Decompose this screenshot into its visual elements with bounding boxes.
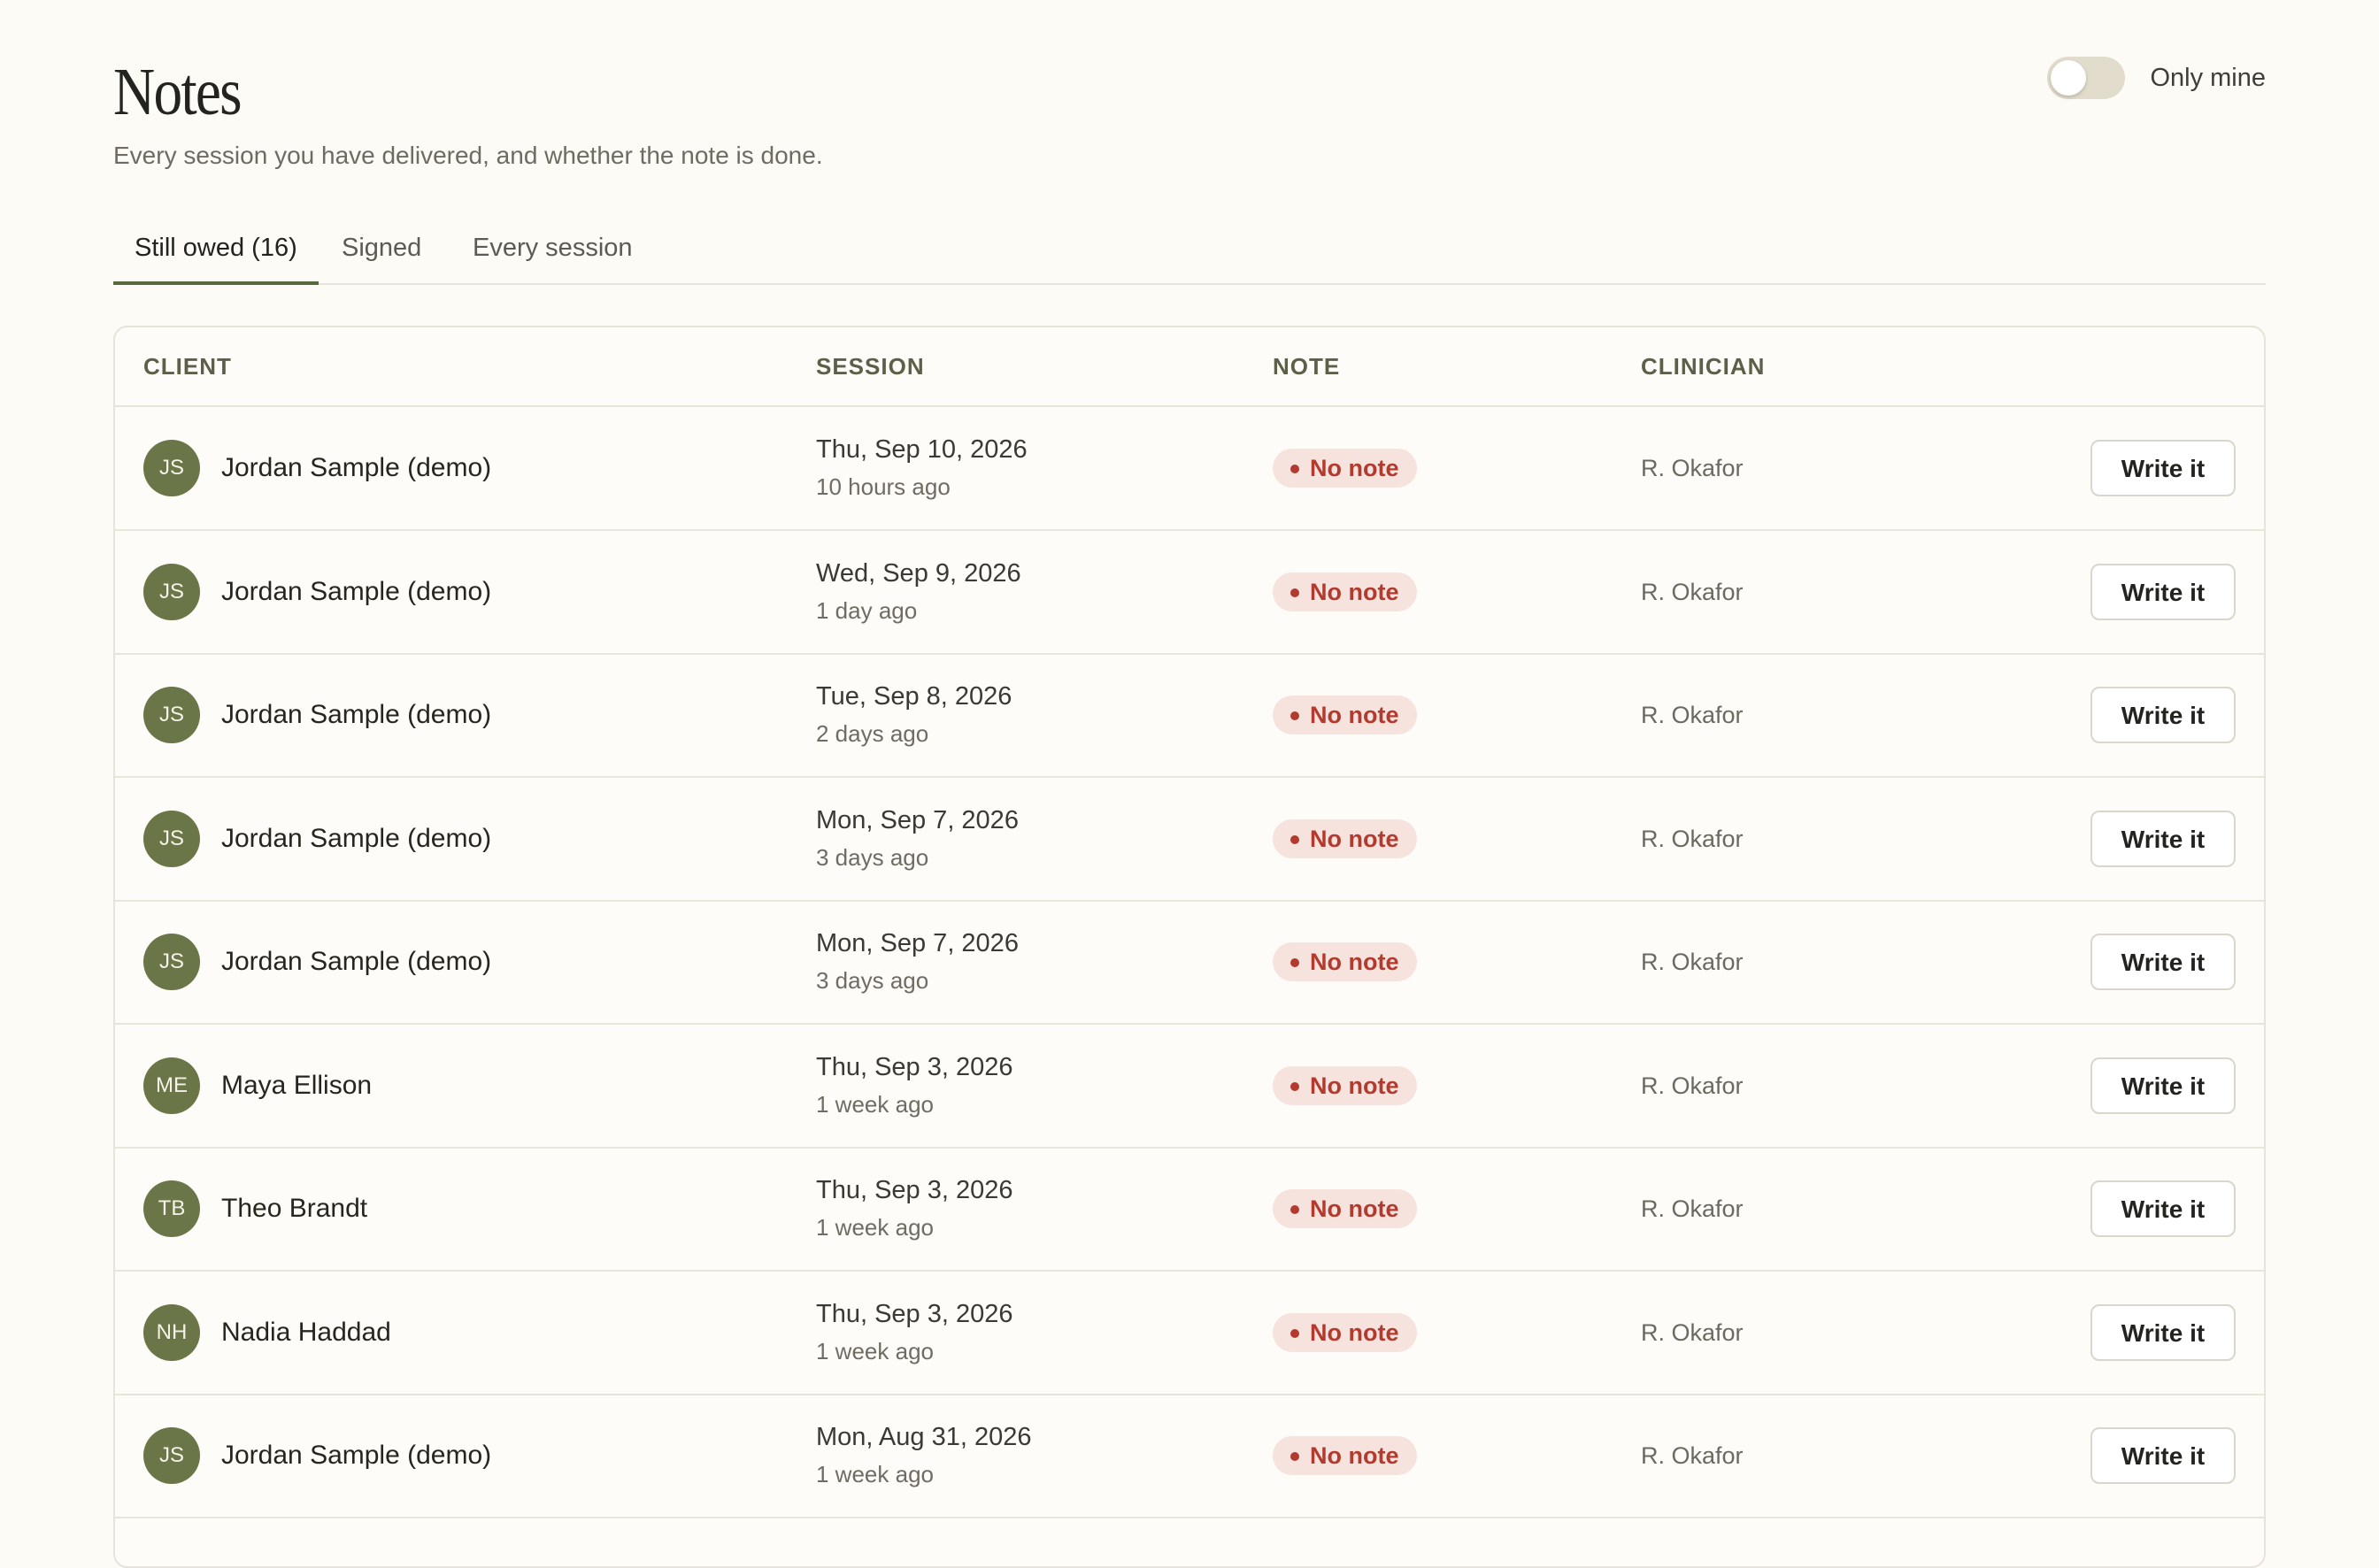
notes-table <box>113 326 2266 1568</box>
note-status-label: No note <box>1310 1442 1399 1469</box>
note-status-badge <box>1273 573 1417 611</box>
session-relative-time: 1 day ago <box>816 596 918 624</box>
write-note-button[interactable]: Write it <box>2090 1304 2236 1361</box>
clinician-name: R. Okafor <box>1641 1072 1744 1099</box>
page-title: Notes <box>113 55 241 129</box>
note-status-badge <box>1273 1436 1417 1475</box>
only-mine-label: Only mine <box>2150 63 2266 92</box>
avatar: ME <box>143 1057 200 1114</box>
avatar: NH <box>143 1304 200 1361</box>
session-date: Thu, Sep 3, 2026 <box>816 1299 1013 1328</box>
note-status-badge <box>1273 696 1417 734</box>
clinician-name: R. Okafor <box>1641 949 1744 975</box>
clinician-name: R. Okafor <box>1641 1318 1744 1346</box>
session-relative-time: 1 week ago <box>816 1461 934 1487</box>
session-date: Thu, Sep 10, 2026 <box>816 435 1028 464</box>
table-header <box>115 327 2264 407</box>
status-dot-icon <box>1290 711 1299 720</box>
session-relative-time: 3 days ago <box>816 843 929 871</box>
status-dot-icon <box>1290 588 1299 597</box>
status-dot-icon <box>1290 835 1299 844</box>
table-row[interactable] <box>115 1272 2264 1395</box>
write-note-button[interactable]: Write it <box>2090 564 2236 620</box>
clinician-name: R. Okafor <box>1641 1442 1744 1469</box>
session-relative-time: 3 days ago <box>816 967 929 994</box>
session-date: Mon, Sep 7, 2026 <box>816 929 1019 957</box>
session-date: Mon, Aug 31, 2026 <box>816 1423 1032 1451</box>
session-date: Wed, Sep 9, 2026 <box>816 558 1021 588</box>
status-dot-icon <box>1290 1329 1299 1338</box>
table-row[interactable] <box>115 407 2264 531</box>
table-row[interactable] <box>115 1148 2264 1272</box>
status-dot-icon <box>1290 1452 1299 1461</box>
tab-signed[interactable]: Signed <box>342 234 422 262</box>
client-name[interactable]: Maya Ellison <box>221 1070 373 1100</box>
tab-still-owed[interactable]: Still owed (16) <box>113 221 319 283</box>
client-name[interactable]: Jordan Sample (demo) <box>221 700 492 729</box>
table-row[interactable] <box>115 1025 2264 1149</box>
note-status-label: No note <box>1310 1195 1399 1222</box>
avatar: JS <box>143 811 200 867</box>
note-status-label: No note <box>1310 825 1399 852</box>
table-row[interactable] <box>115 901 2264 1025</box>
note-status-badge <box>1273 1066 1417 1105</box>
client-name[interactable]: Jordan Sample (demo) <box>221 823 492 853</box>
clinician-name: R. Okafor <box>1641 825 1744 852</box>
client-name[interactable]: Jordan Sample (demo) <box>221 576 492 606</box>
session-date: Tue, Sep 8, 2026 <box>816 682 1012 711</box>
note-status-badge <box>1273 449 1417 488</box>
avatar: JS <box>143 687 200 743</box>
status-dot-icon <box>1290 1082 1299 1091</box>
only-mine-control <box>2047 55 2266 101</box>
session-date: Mon, Sep 7, 2026 <box>816 805 1019 834</box>
avatar: JS <box>143 1427 200 1484</box>
note-status-label: No note <box>1310 1072 1399 1099</box>
only-mine-toggle[interactable] <box>2047 57 2125 99</box>
clinician-name: R. Okafor <box>1641 578 1744 605</box>
session-date: Thu, Sep 3, 2026 <box>816 1052 1013 1081</box>
toggle-knob <box>2051 60 2086 96</box>
table-row[interactable] <box>115 531 2264 655</box>
write-note-button[interactable]: Write it <box>2090 687 2236 743</box>
write-note-button[interactable]: Write it <box>2090 934 2236 990</box>
client-name[interactable]: Jordan Sample (demo) <box>221 453 492 482</box>
write-note-button[interactable]: Write it <box>2090 811 2236 867</box>
client-name[interactable]: Theo Brandt <box>221 1194 368 1223</box>
status-dot-icon <box>1290 465 1299 473</box>
note-status-badge <box>1273 1313 1417 1352</box>
session-relative-time: 2 days ago <box>816 720 929 747</box>
clinician-name: R. Okafor <box>1641 702 1744 728</box>
avatar: JS <box>143 564 200 620</box>
tab-every-session[interactable]: Every session <box>473 234 633 262</box>
session-relative-time: 10 hours ago <box>816 473 951 500</box>
write-note-button[interactable]: Write it <box>2090 1427 2236 1484</box>
table-row[interactable] <box>115 654 2264 778</box>
status-dot-icon <box>1290 1205 1299 1214</box>
column-header-note: NOTE <box>1273 353 1341 380</box>
avatar: JS <box>143 934 200 990</box>
write-note-button[interactable]: Write it <box>2090 1180 2236 1237</box>
client-name[interactable]: Jordan Sample (demo) <box>221 1441 492 1470</box>
session-relative-time: 1 week ago <box>816 1214 934 1241</box>
note-status-badge <box>1273 819 1417 858</box>
note-status-label: No note <box>1310 455 1399 481</box>
avatar: JS <box>143 440 200 496</box>
note-status-label: No note <box>1310 578 1399 605</box>
session-date: Thu, Sep 3, 2026 <box>816 1176 1013 1204</box>
status-dot-icon <box>1290 958 1299 967</box>
session-relative-time: 1 week ago <box>816 1337 934 1364</box>
client-name[interactable]: Nadia Haddad <box>221 1317 391 1347</box>
note-status-label: No note <box>1310 1318 1399 1346</box>
note-status-badge <box>1273 1189 1417 1228</box>
column-header-clinician: CLINICIAN <box>1641 353 1766 380</box>
avatar: TB <box>143 1180 200 1237</box>
table-row[interactable] <box>115 778 2264 902</box>
note-status-badge <box>1273 942 1417 981</box>
tab-bar <box>113 221 2266 285</box>
note-status-label: No note <box>1310 949 1399 975</box>
page-subtitle: Every session you have delivered, and whether the note is done. <box>113 142 823 169</box>
client-name[interactable]: Jordan Sample (demo) <box>221 947 492 976</box>
table-row[interactable] <box>115 1395 2264 1518</box>
clinician-name: R. Okafor <box>1641 1195 1744 1222</box>
clinician-name: R. Okafor <box>1641 455 1744 481</box>
write-note-button[interactable]: Write it <box>2090 440 2236 496</box>
note-status-label: No note <box>1310 702 1399 728</box>
column-header-client: CLIENT <box>143 353 232 380</box>
column-header-session: SESSION <box>816 353 925 380</box>
session-relative-time: 1 week ago <box>816 1090 934 1118</box>
write-note-button[interactable]: Write it <box>2090 1057 2236 1114</box>
